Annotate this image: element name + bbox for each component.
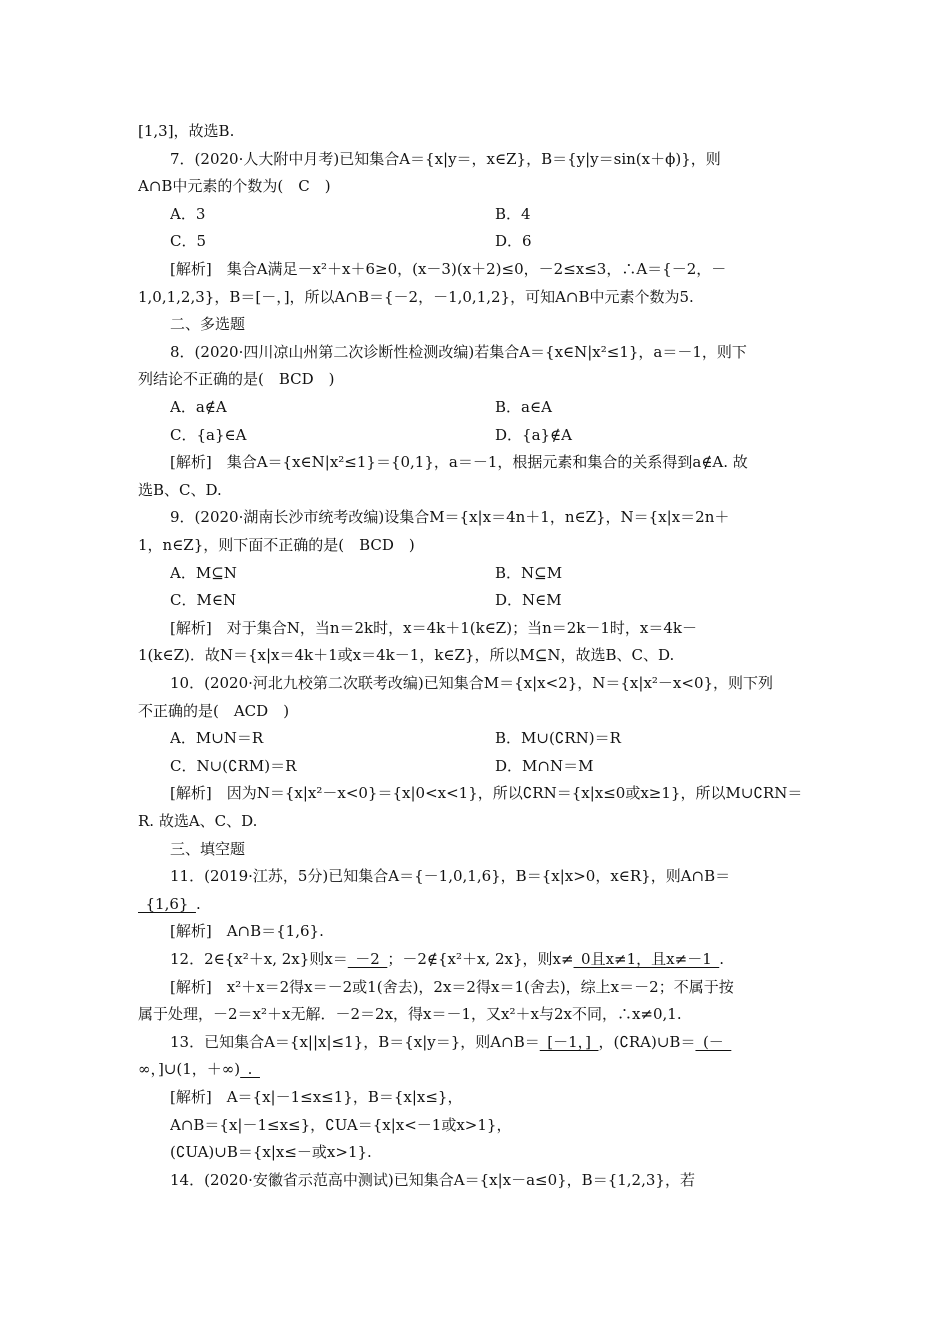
answer-blank: －2 <box>347 950 388 968</box>
text-line <box>138 1001 818 1027</box>
text-line <box>170 836 850 862</box>
text-line <box>170 946 850 972</box>
option-left: C．5 <box>170 232 207 251</box>
line-text: 1(k∈Z)．故N＝{x|x＝4k＋1或x＝4k－1，k∈Z}，所以M⊆N，故选B、C、D. <box>138 646 675 665</box>
option-row <box>170 201 850 227</box>
text-line <box>170 146 850 172</box>
line-text: [解析] 集合A满足－x²＋x＋6≥0，(x－3)(x＋2)≤0，－2≤x≤3，∴A＝{－2，－ <box>170 260 727 278</box>
option-row <box>170 228 850 254</box>
text-line <box>170 1084 850 1110</box>
line-text: 9．(2020·湖南长沙市统考改编)设集合M＝{x|x＝4n＋1，n∈Z}，N＝{x|x＝2n＋ <box>170 508 730 527</box>
line-text: 三、填空题 <box>170 839 246 858</box>
option-right: D．N∈M <box>495 591 562 610</box>
answer-blank: . <box>240 1060 260 1079</box>
line-text: [解析] 因为N＝{x|x²－x<0}＝{x|0<x<1}，所以∁RN＝{x|x≤0或x≥1}，所以M∪∁RN＝ <box>170 784 803 803</box>
option-row <box>170 753 850 779</box>
line-text: ∞，]∪(1，＋∞) . <box>138 1060 260 1079</box>
text-line <box>138 366 818 392</box>
option-left: C．N∪(∁RM)＝R <box>170 756 297 775</box>
text-line <box>170 615 850 641</box>
line-text: 10．(2020·河北九校第二次联考改编)已知集合M＝{x|x<2}，N＝{x|x²－x<0}，则下列 <box>170 674 774 692</box>
option-row <box>170 725 850 751</box>
text-line <box>170 1029 850 1055</box>
text-line <box>138 891 818 917</box>
text-line <box>170 670 850 696</box>
option-right: D．M∩N＝M <box>495 756 594 775</box>
text-line <box>170 918 850 944</box>
answer-blank: {1,6} <box>138 894 196 913</box>
line-text: 列结论不正确的是( BCD ) <box>138 370 335 389</box>
line-text: 8．(2020·四川凉山州第二次诊断性检测改编)若集合A＝{x∈N|x²≤1}，a＝－1，则下 <box>170 342 747 361</box>
line-text: 属于处理，－2＝x²＋x无解．－2＝2x，得x＝－1，又x²＋x与2x不同，∴x≠0,1. <box>138 1005 682 1024</box>
text-line <box>170 256 850 282</box>
option-left: C．{a}∈A <box>170 425 247 444</box>
text-line <box>138 698 818 724</box>
line-text: A∩B＝{x|－1≤x≤}，∁UA＝{x|x<－1或x>1}， <box>170 1115 512 1134</box>
text-line <box>138 173 818 199</box>
option-row <box>170 587 850 613</box>
line-text: A∩B中元素的个数为( C ) <box>138 177 331 196</box>
text-line <box>138 808 818 834</box>
line-text: [解析] A＝{x|－1≤x≤1}，B＝{x|x≤}， <box>170 1088 463 1106</box>
text-line <box>138 532 818 558</box>
text-line <box>138 477 818 503</box>
text-line <box>170 449 850 475</box>
answer-blank: (－ <box>695 1032 732 1051</box>
line-text: (∁UA)∪B＝{x|x≤－或x>1}. <box>170 1143 372 1162</box>
text-line <box>170 780 850 806</box>
option-row <box>170 394 850 420</box>
line-text: 选B、C、D. <box>138 480 222 499</box>
option-row <box>170 422 850 448</box>
line-text: [解析] 对于集合N，当n＝2k时，x＝4k＋1(k∈Z)；当n＝2k－1时，x＝4k－ <box>170 618 698 637</box>
option-left: A．a∉A <box>170 398 227 416</box>
option-right: B．4 <box>495 204 531 223</box>
option-left: A．M∪N＝R <box>170 729 264 748</box>
line-text: R. 故选A、C、D. <box>138 812 258 830</box>
text-line <box>170 1139 850 1165</box>
option-right: B．a∈A <box>495 398 552 416</box>
text-line <box>138 1056 818 1082</box>
line-text: {1,6} . <box>138 894 201 913</box>
answer-blank: 0且x≠1，且x≠－1 <box>573 950 720 968</box>
line-text: 1，n∈Z}，则下面不正确的是( BCD ) <box>138 536 415 554</box>
text-line <box>138 118 818 144</box>
line-text: 12．2∈{x²＋x, 2x}则x＝ －2 ；－2∉{x²＋x, 2x}，则x≠ 0且x≠1，且x≠－1 . <box>170 950 725 968</box>
line-text: [解析] x²＋x＝2得x＝－2或1(舍去)，2x＝2得x＝1(舍去)，综上x＝－2；不属于按 <box>170 977 734 996</box>
text-line <box>170 504 850 530</box>
option-row <box>170 560 850 586</box>
line-text: [解析] 集合A＝{x∈N|x²≤1}＝{0,1}，a＝－1，根据元素和集合的关系得到a∉A. 故 <box>170 453 748 472</box>
line-text: 1,0,1,2,3}，B＝[－，]，所以A∩B＝{－2，－1,0,1,2}，可知A∩B中元素个数为5. <box>138 287 694 306</box>
line-text: [1,3]，故选B. <box>138 122 235 140</box>
line-text: 二、多选题 <box>170 315 246 334</box>
option-right: B．N⊆M <box>495 563 563 582</box>
text-line <box>138 284 818 310</box>
option-right: D．{a}∉A <box>495 425 572 444</box>
line-text: 13．已知集合A＝{x||x|≤1}，B＝{x|y＝}，则A∩B＝ [－1，] ，(∁RA)∪B＝ (－ <box>170 1032 732 1051</box>
line-text: 7．(2020·人大附中月考)已知集合A＝{x|y＝，x∈Z}，B＝{y|y＝sin(x＋ϕ)}，则 <box>170 149 721 168</box>
line-text: 不正确的是( ACD ) <box>138 701 290 720</box>
text-line <box>170 311 850 337</box>
option-right: B．M∪(∁RN)＝R <box>495 729 621 748</box>
text-line <box>170 339 850 365</box>
text-line <box>170 1112 850 1138</box>
line-text: 11．(2019·江苏，5分)已知集合A＝{－1,0,1,6}，B＝{x|x>0，x∈R}，则A∩B＝ <box>170 867 731 886</box>
option-left: A．3 <box>170 204 206 223</box>
line-text: [解析] A∩B＝{1,6}. <box>170 922 324 941</box>
option-left: C．M∈N <box>170 591 237 610</box>
text-line <box>170 974 850 1000</box>
text-line <box>170 863 850 889</box>
option-right: D．6 <box>495 232 532 251</box>
line-text: 14．(2020·安徽省示范高中测试)已知集合A＝{x|x－a≤0}，B＝{1,2,3}，若 <box>170 1170 695 1189</box>
text-line <box>138 642 818 668</box>
option-left: A．M⊆N <box>170 563 237 582</box>
answer-blank: [－1，] <box>539 1032 599 1051</box>
text-line <box>170 1167 850 1193</box>
